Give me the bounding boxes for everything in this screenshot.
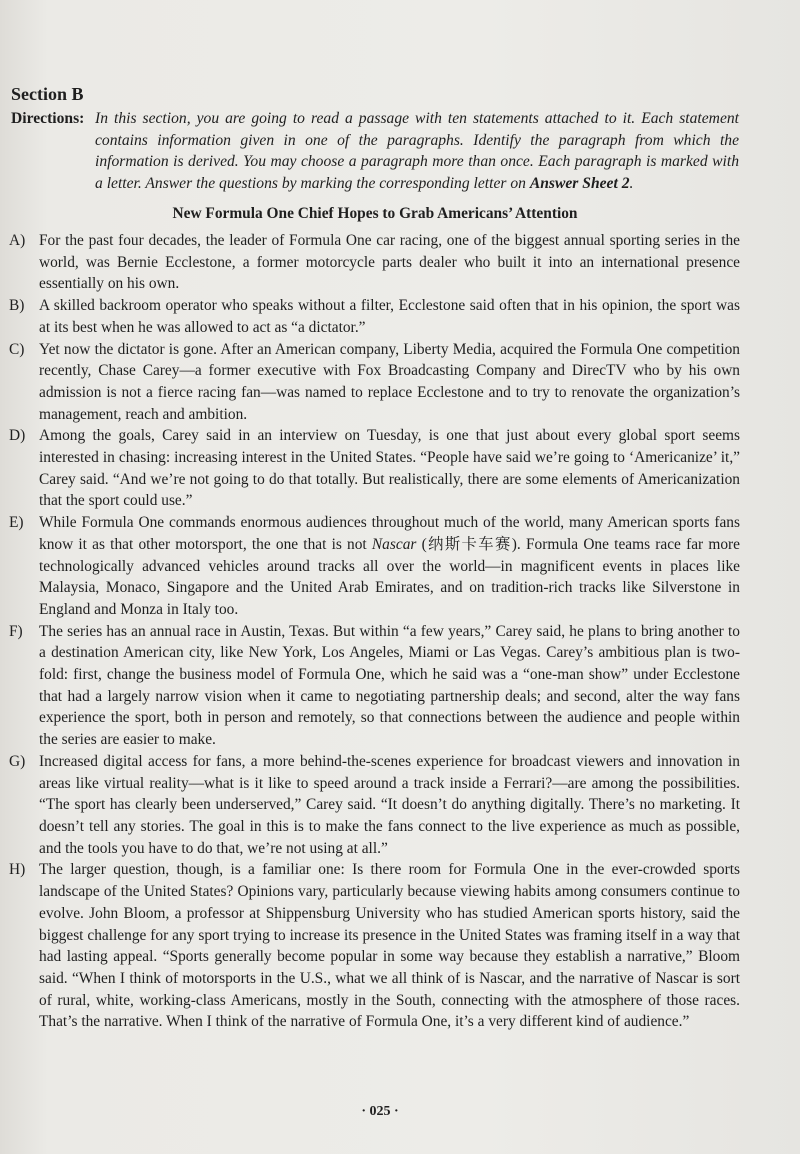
paragraph-letter: G): [9, 752, 26, 770]
paragraph-text: Increased digital access for fans, a more behind-the-scenes experience for broadcast viewers and innovation in areas like virtual reality—what is it like to speed around a track inside a Ferrari?—are among the possibilities. “The sport has clearly been underserved,” Carey said. “It doesn’t do anything digitally. There’s no marketing. It doesn’t tell any stories. The goal in this is to make the fans connect to the live experience as much as possible, and the tools you have to do that, we’re not using at all.”: [39, 752, 740, 857]
paragraph-text: A skilled backroom operator who speaks without a filter, Ecclestone said often that in his opinion, the sport was at its best when he was allowed to act as “a dictator.”: [39, 297, 740, 336]
section-title: Section B: [11, 84, 84, 104]
paragraph-letter: F): [9, 622, 23, 640]
directions-label: Directions:: [11, 110, 85, 127]
paragraph-a: [0, 230, 740, 295]
paragraph-text: Yet now the dictator is gone. After an American company, Liberty Media, acquired the Formula One competition recently, Chase Carey—a former executive with Fox Broadcasting Company and DirecTV who by his own admission is not a fierce racing fan—was named to replace Ecclestone and to try to renovate the organization’s management, reach and ambition.: [39, 340, 740, 423]
paragraph-text-part: While Formula One commands enormous audiences throughout much of the world, many American sports fans know it as that other motorsport, the one that is not: [39, 514, 740, 553]
directions-text-end: .: [629, 174, 634, 192]
paragraph-g: [0, 751, 740, 860]
paragraph-letter: E): [9, 514, 24, 532]
nascar-italic: Nascar: [371, 535, 417, 553]
paragraph-letter: H): [9, 861, 26, 879]
paragraph-text: The series has an annual race in Austin, Texas. But within “a few years,” Carey said, he plans to bring another to a destination American city, like New York, Los Angeles, Miami or Las Vegas. Carey’s ambitious plan is two-fold: first, change the business model of Formula One, which he said was a “one-man show” under Ecclestone that had a largely narrow vision when it came to negotiating partnership deals; and second, alter the way fans experience the sport, both in person and remotely, so that connections between the audience and people within the series are easier to make.: [39, 622, 740, 749]
paragraph-letter: A): [9, 232, 26, 249]
paragraph-d: [0, 425, 740, 512]
directions-block: [11, 108, 739, 194]
paragraph-text: For the past four decades, the leader of Formula One car racing, one of the biggest annual sporting series in the world, was Bernie Ecclestone, a former motorcycle parts dealer who built it into an international presence essentially on his own.: [39, 232, 740, 293]
paragraph-letter: B): [9, 297, 25, 315]
paragraph-text: [39, 514, 740, 618]
paragraph-letter: C): [9, 340, 25, 358]
paragraph-text: The larger question, though, is a familiar one: Is there room for Formula One in the ever-crowded sports landscape of the United States? Opinions vary, particularly because viewing habits among consumers continue to evolve. John Bloom, a professor at Shippensburg University who has studied American sports history, said the biggest challenge for any sport trying to increase its presence in the United States was framing itself in a way that had lasting appeal. “Sports generally become popular in some way because they establish a narrative,” Bloom said. “When I think of motorsports in the U.S., what we all think of is Nascar, and the narrative of Nascar is sort of rural, white, working-class Americans, mostly in the South, connecting with the atmosphere of those races. That’s the narrative. When I think of the narrative of Formula One, it’s a very different kind of audience.”: [39, 861, 740, 1031]
page-number: · 025 ·: [361, 1104, 399, 1119]
paragraph-text-part: (纳斯卡车赛). Formula One teams race far more technologically advanced vehicles around tracks all over the world—in magnificent events in places like Malaysia, Monaco, Singapore and the United Arab Emirates, and on tradition-rich tracks like Silverstone in England and Monza in Italy too.: [39, 535, 740, 618]
paragraph-h: [0, 859, 740, 1033]
paragraph-letter: D): [9, 427, 26, 445]
directions-text: [95, 108, 739, 194]
directions-text-main: In this section, you are going to read a passage with ten statements attached to it. Each statement contains information given in one of the paragraphs. Identify the paragraph from which the information is derived. You may choose a paragraph more than once. Each paragraph is marked with a letter. Answer the questions by marking the corresponding letter on: [95, 110, 739, 192]
paragraph-f: [0, 621, 740, 751]
paragraph-e: [0, 512, 740, 621]
passage-title: New Formula One Chief Hopes to Grab Americans’ Attention: [172, 205, 578, 222]
paragraph-b: [0, 295, 740, 338]
answer-sheet-reference: Answer Sheet 2: [529, 174, 630, 192]
passage-paragraphs: [0, 230, 740, 1033]
paragraph-text: Among the goals, Carey said in an interview on Tuesday, is one that just about every global sport seems interested in chasing: increasing interest in the United States. “People have said we’re going to ‘Americanize’ it,” Carey said. “And we’re not going to do that totally. But realistically, there are some elements of Americanization that the sport could use.”: [39, 427, 740, 510]
paragraph-c: [0, 339, 740, 426]
